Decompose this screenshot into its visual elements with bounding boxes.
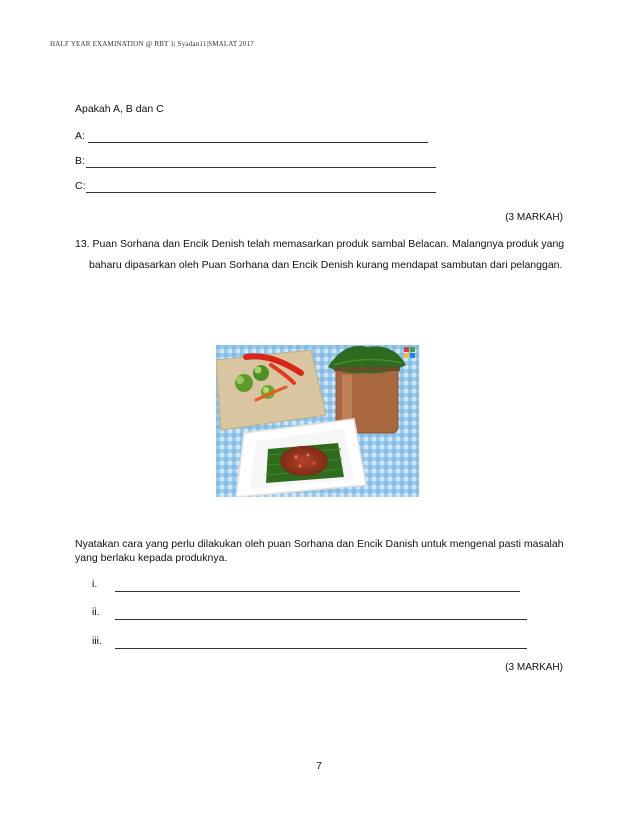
item-label-ii: ii.	[92, 606, 100, 618]
answer-line-b[interactable]	[86, 167, 436, 168]
q12-label-a: A:	[75, 130, 85, 142]
answer-line-c[interactable]	[86, 192, 436, 193]
q13-instruction-line-1: Nyatakan cara yang perlu dilakukan oleh puan Sorhana dan Encik Danish untuk mengenal pasti masalah	[75, 538, 564, 550]
exam-header: HALF YEAR EXAMINATION @ RBT 1| Syadan11|SMALAT 2017	[50, 40, 254, 48]
answer-line-iii[interactable]	[115, 648, 527, 649]
sambal-product-photo	[216, 345, 419, 497]
q12-marks: (3 MARKAH)	[505, 212, 563, 223]
q13-instruction-line-2: yang berlaku kepada produknya.	[75, 552, 228, 564]
q12-label-c: C:	[75, 180, 86, 192]
answer-line-a[interactable]	[88, 142, 428, 143]
q12-label-b: B:	[75, 155, 85, 167]
q12-prompt: Apakah A, B dan C	[75, 103, 164, 115]
q13-marks: (3 MARKAH)	[505, 662, 563, 673]
q13-text-line-2: baharu dipasarkan oleh Puan Sorhana dan Encik Denish kurang mendapat sambutan dari pelanggan.	[89, 259, 563, 271]
q13-text-line-1: 13. Puan Sorhana dan Encik Denish telah memasarkan produk sambal Belacan. Malangnya produk yang	[75, 238, 565, 250]
answer-line-ii[interactable]	[115, 619, 527, 620]
item-label-i: i.	[92, 578, 98, 590]
answer-line-i[interactable]	[115, 591, 520, 592]
item-label-iii: iii.	[92, 635, 102, 647]
page-number: 7	[316, 760, 322, 772]
